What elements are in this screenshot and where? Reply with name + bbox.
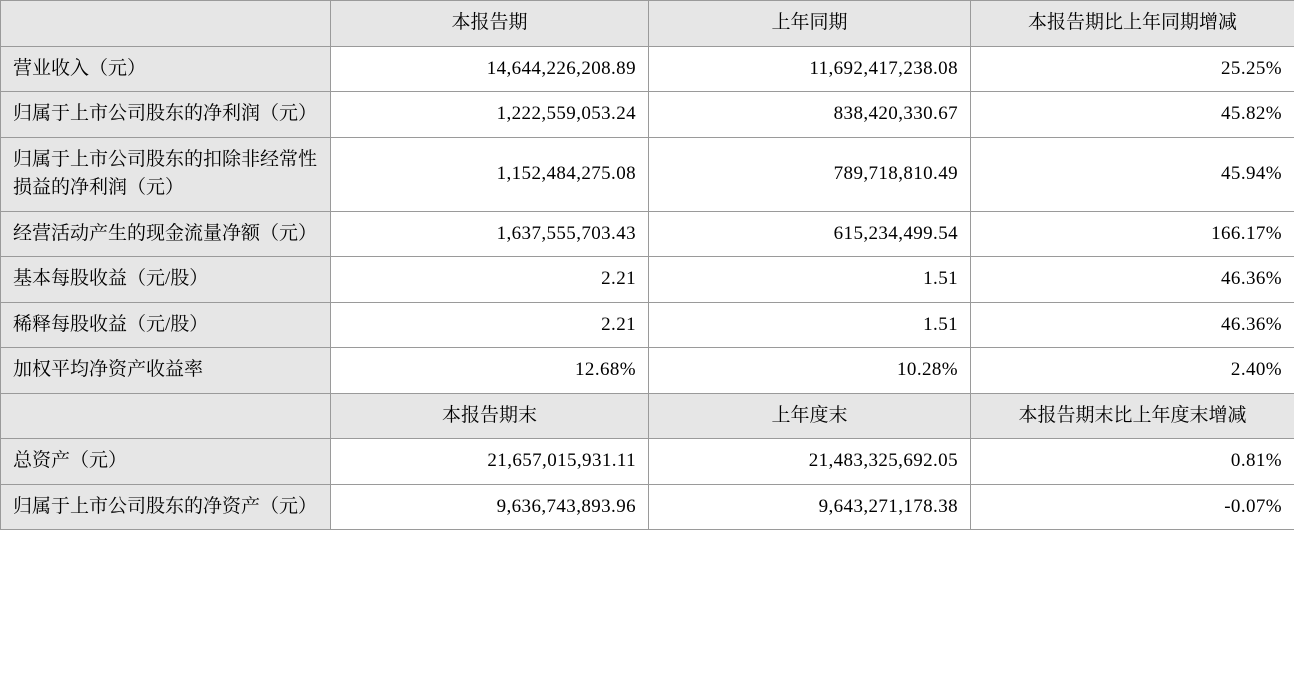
row-label: 基本每股收益（元/股）	[1, 257, 331, 303]
table-row	[1, 211, 1294, 257]
header-previous-endperiod: 上年度末	[649, 393, 971, 439]
table-row	[1, 302, 1294, 348]
table-header-row-endperiod	[1, 393, 1294, 439]
row-change-value: 45.94%	[971, 137, 1294, 211]
row-label: 归属于上市公司股东的净利润（元）	[1, 92, 331, 138]
row-current-value: 1,152,484,275.08	[331, 137, 649, 211]
row-label: 总资产（元）	[1, 439, 331, 485]
row-label: 营业收入（元）	[1, 46, 331, 92]
row-current-value: 14,644,226,208.89	[331, 46, 649, 92]
table-header-row-period	[1, 1, 1294, 47]
row-previous-value: 11,692,417,238.08	[649, 46, 971, 92]
header-previous-period: 上年同期	[649, 1, 971, 47]
row-change-value: 46.36%	[971, 257, 1294, 303]
header-current-period: 本报告期	[331, 1, 649, 47]
row-current-value: 1,637,555,703.43	[331, 211, 649, 257]
row-previous-value: 789,718,810.49	[649, 137, 971, 211]
row-current-value: 1,222,559,053.24	[331, 92, 649, 138]
row-change-value: 2.40%	[971, 348, 1294, 394]
row-previous-value: 9,643,271,178.38	[649, 484, 971, 530]
row-change-value: 45.82%	[971, 92, 1294, 138]
header-change-period: 本报告期比上年同期增减	[971, 1, 1294, 47]
row-change-value: 25.25%	[971, 46, 1294, 92]
row-current-value: 21,657,015,931.11	[331, 439, 649, 485]
table-row	[1, 137, 1294, 211]
header-blank-cell	[1, 393, 331, 439]
row-previous-value: 615,234,499.54	[649, 211, 971, 257]
row-previous-value: 1.51	[649, 302, 971, 348]
row-current-value: 12.68%	[331, 348, 649, 394]
header-blank-cell	[1, 1, 331, 47]
row-previous-value: 838,420,330.67	[649, 92, 971, 138]
header-change-endperiod: 本报告期末比上年度末增减	[971, 393, 1294, 439]
row-current-value: 2.21	[331, 302, 649, 348]
row-label: 归属于上市公司股东的净资产（元）	[1, 484, 331, 530]
table-row	[1, 92, 1294, 138]
row-current-value: 2.21	[331, 257, 649, 303]
table-row	[1, 439, 1294, 485]
row-label: 稀释每股收益（元/股）	[1, 302, 331, 348]
table-row	[1, 348, 1294, 394]
header-current-endperiod: 本报告期末	[331, 393, 649, 439]
row-current-value: 9,636,743,893.96	[331, 484, 649, 530]
row-previous-value: 21,483,325,692.05	[649, 439, 971, 485]
row-change-value: -0.07%	[971, 484, 1294, 530]
table-row	[1, 257, 1294, 303]
table-row	[1, 484, 1294, 530]
row-change-value: 166.17%	[971, 211, 1294, 257]
row-change-value: 46.36%	[971, 302, 1294, 348]
table-row	[1, 46, 1294, 92]
row-label: 经营活动产生的现金流量净额（元）	[1, 211, 331, 257]
row-label: 加权平均净资产收益率	[1, 348, 331, 394]
row-label: 归属于上市公司股东的扣除非经常性损益的净利润（元）	[1, 137, 331, 211]
row-previous-value: 10.28%	[649, 348, 971, 394]
row-previous-value: 1.51	[649, 257, 971, 303]
row-change-value: 0.81%	[971, 439, 1294, 485]
